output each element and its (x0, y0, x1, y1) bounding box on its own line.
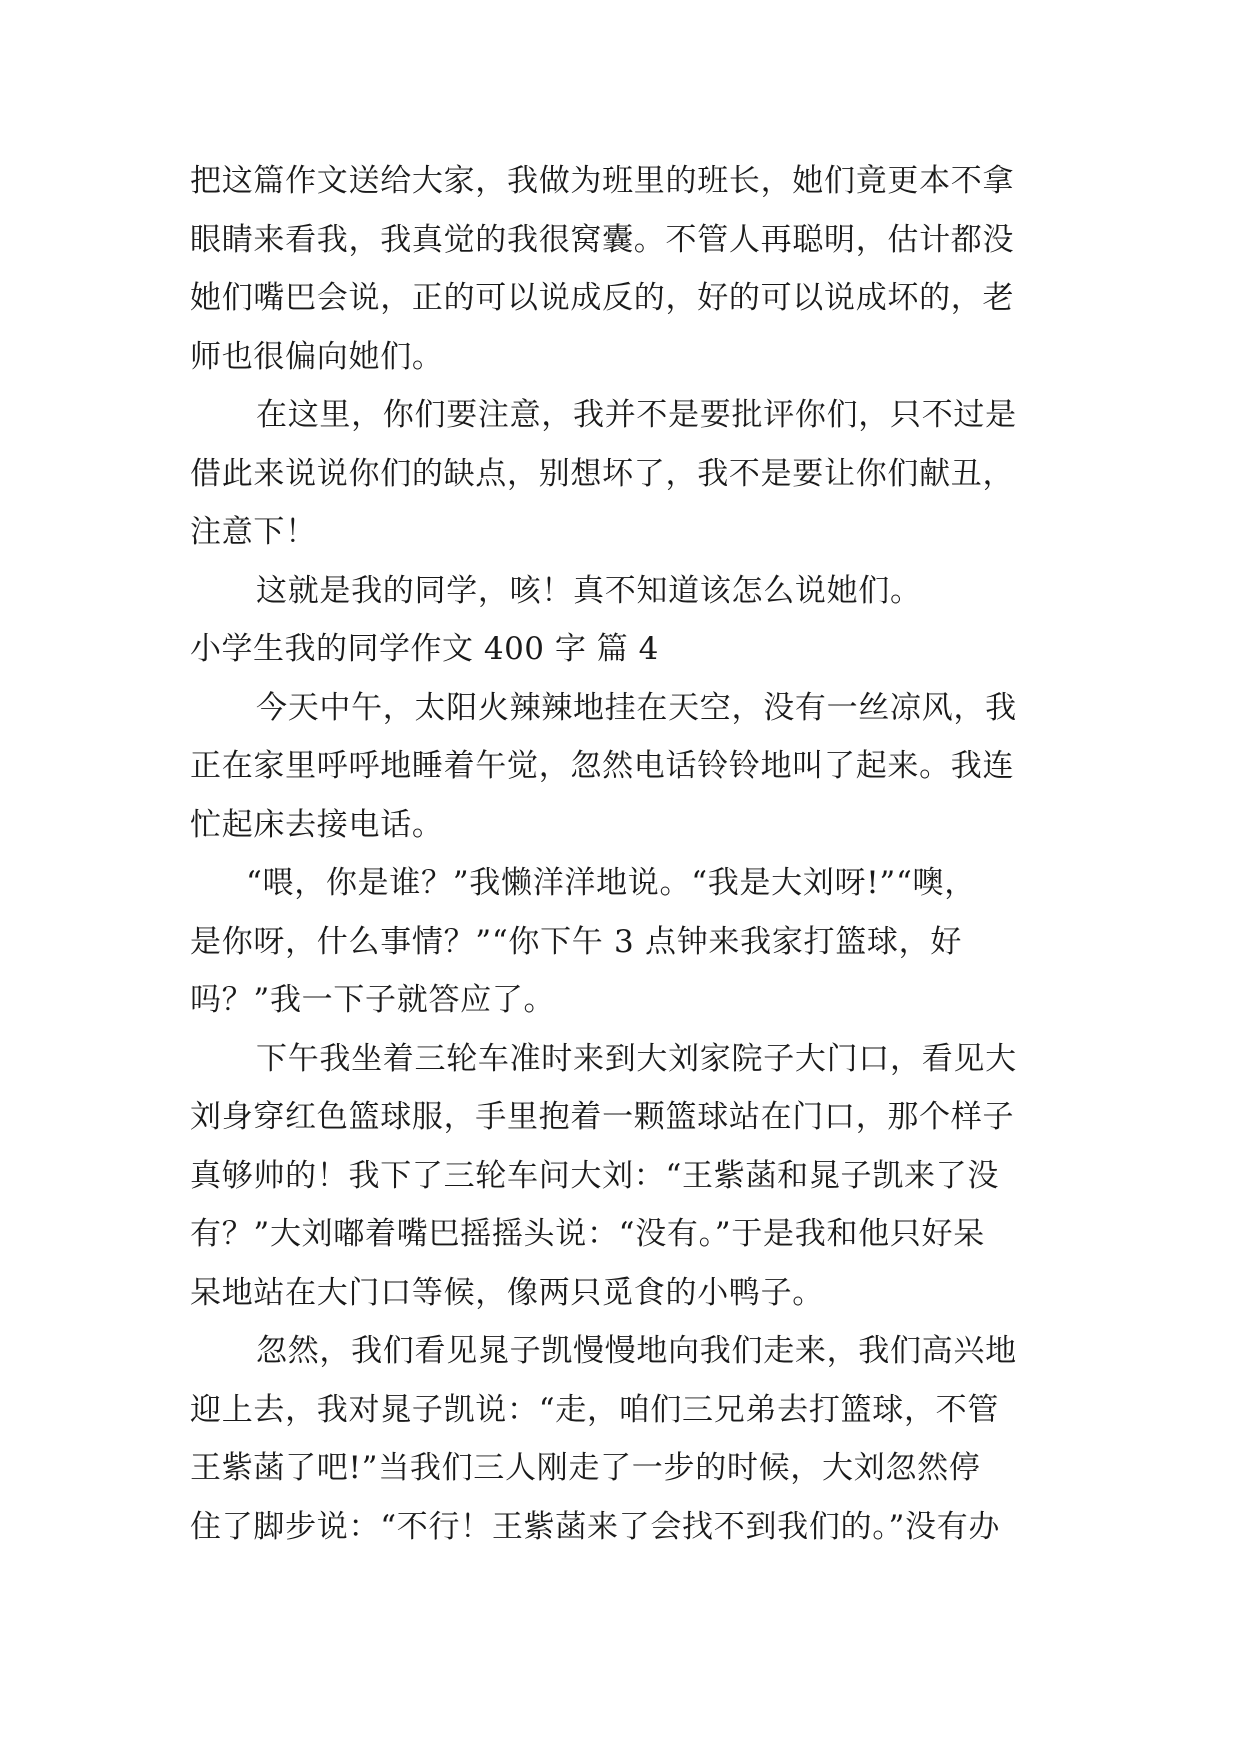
text-line: 在这里，你们要注意，我并不是要批评你们，只不过是 (256, 397, 1017, 433)
document-body (190, 152, 1050, 1556)
text-line: 有？”大刘嘟着嘴巴摇摇头说：“没有。”于是我和他只好呆 (190, 1216, 985, 1252)
text-line: 迎上去，我对晁子凯说：“走，咱们三兄弟去打篮球，不管 (190, 1391, 1000, 1428)
text-line: 下午我坐着三轮车准时来到大刘家院子大门口，看见大 (256, 1040, 1017, 1077)
text-line: 是你呀，什么事情？”“你下午 3 点钟来我家打篮球，好 (190, 923, 963, 960)
text-line: “喂，你是谁？”我懒洋洋地说。“我是大刘呀!”“噢， (246, 865, 976, 901)
text-line: 住了脚步说：“不行！王紫菡来了会找不到我们的。”没有办 (190, 1508, 1001, 1545)
text-line: 眼睛来看我，我真觉的我很窝囊。不管人再聪明，估计都没 (190, 221, 1015, 258)
text-line: 今天中午，太阳火辣辣地挂在天空，没有一丝凉风，我 (256, 689, 1017, 726)
text-line: 呆地站在大门口等候，像两只觅食的小鸭子。 (190, 1274, 824, 1311)
text-line: 王紫菡了吧!”当我们三人刚走了一步的时候，大刘忽然停 (190, 1450, 981, 1486)
text-line: 吗？”我一下子就答应了。 (190, 982, 556, 1018)
section-heading: 小学生我的同学作文 400 字 篇 4 (190, 631, 659, 667)
text-line: 借此来说说你们的缺点，别想坏了，我不是要让你们献丑， (190, 455, 1015, 492)
text-line: 这就是我的同学，咳！真不知道该怎么说她们。 (256, 572, 922, 609)
text-line: 她们嘴巴会说，正的可以说成反的，好的可以说成坏的，老 (190, 280, 1015, 316)
text-line: 刘身穿红色篮球服，手里抱着一颗篮球站在门口，那个样子 (190, 1099, 1015, 1135)
text-line: 把这篇作文送给大家，我做为班里的班长，她们竟更本不拿 (190, 163, 1015, 199)
text-line: 师也很偏向她们。 (190, 338, 444, 375)
text-line: 忙起床去接电话。 (190, 806, 444, 843)
text-line: 正在家里呼呼地睡着午觉，忽然电话铃铃地叫了起来。我连 (190, 748, 1015, 784)
text-line: 注意下！ (190, 514, 317, 550)
text-line: 真够帅的！我下了三轮车问大刘：“王紫菡和晁子凯来了没 (190, 1157, 1000, 1194)
text-line: 忽然，我们看见晁子凯慢慢地向我们走来，我们高兴地 (256, 1333, 1017, 1369)
